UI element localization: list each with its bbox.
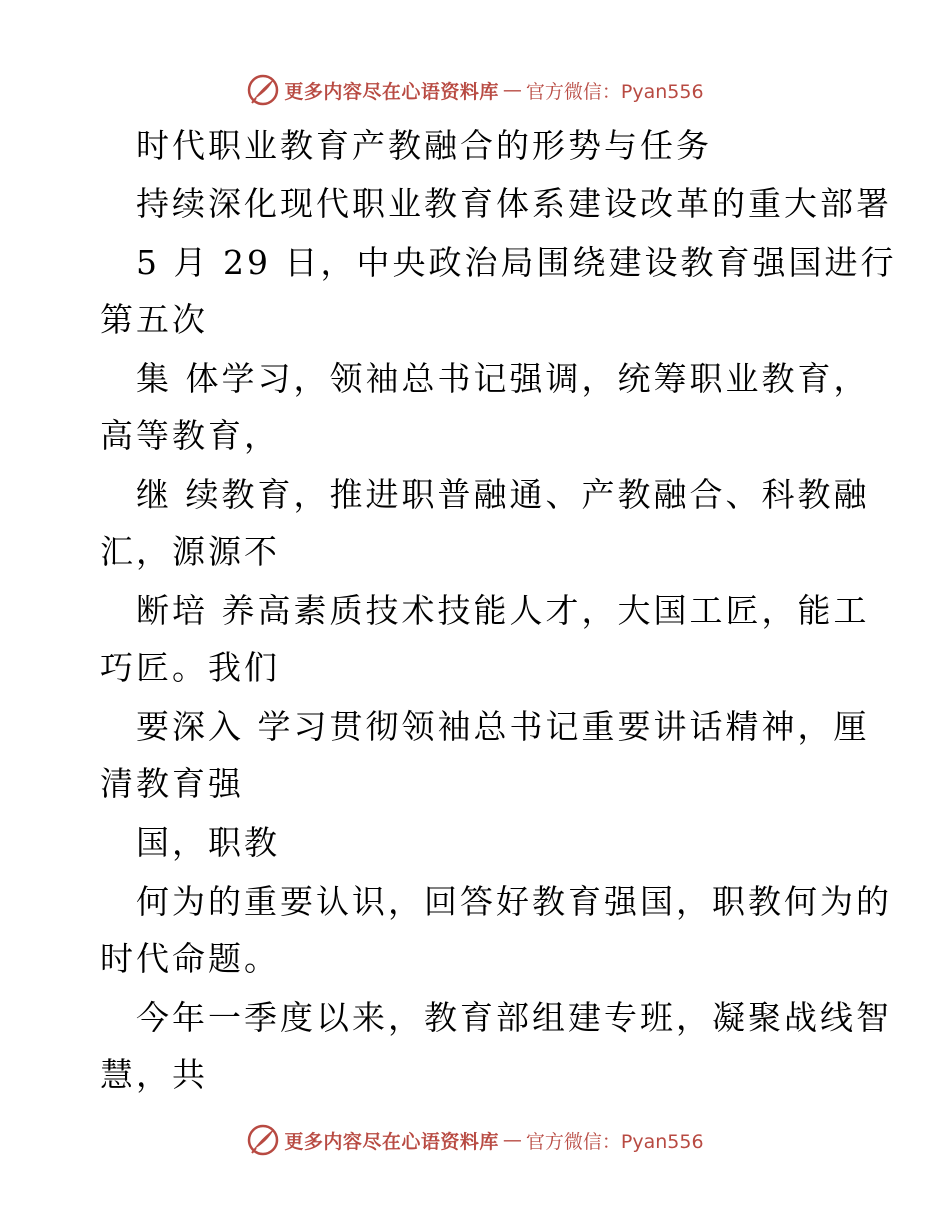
footer-banner (0, 1120, 950, 1160)
doc-line: 汇，源源不 (100, 532, 280, 571)
doc-line: 第五次 (100, 300, 208, 339)
footer-banner-text: 更多内容尽在心语资料库 (284, 1130, 499, 1153)
doc-line: 今年一季度以来，教育部组建专班，凝聚战线智 (136, 998, 892, 1037)
doc-line: 国，职教 (136, 823, 280, 862)
doc-line: 集 体学习，领袖总书记强调，统筹职业教育， (136, 359, 870, 398)
doc-line: 5 月 29 日，中央政治局围绕建设教育强国进行 (136, 243, 897, 282)
doc-line: 要深入 学习贯彻领袖总书记重要讲话精神，厘 (136, 707, 870, 746)
doc-line: 继 续教育，推进职普融通、产教融合、科教融 (136, 475, 870, 514)
footer-banner-separator: — (502, 1129, 522, 1151)
doc-line-title: 时代职业教育产教融合的形势与任务 (136, 126, 712, 165)
header-banner (0, 70, 950, 110)
quill-logo-icon (246, 1123, 280, 1157)
doc-line: 高等教育， (100, 416, 280, 455)
quill-logo-icon (246, 73, 280, 107)
doc-line: 时代命题。 (100, 939, 280, 978)
header-banner-wechat: 官方微信：Pyan556 (525, 80, 704, 103)
footer-banner-wechat: 官方微信：Pyan556 (525, 1130, 704, 1153)
doc-line: 巧匠。我们 (100, 648, 280, 687)
doc-line: 断培 养高素质技术技能人才，大国工匠，能工 (136, 591, 870, 630)
doc-line: 慧，共 (100, 1055, 208, 1094)
header-banner-separator: — (502, 79, 522, 101)
doc-line-subtitle: 持续深化现代职业教育体系建设改革的重大部署 (136, 184, 892, 223)
doc-line: 清教育强 (100, 764, 244, 803)
doc-line: 何为的重要认识，回答好教育强国，职教何为的 (136, 882, 892, 921)
header-banner-text: 更多内容尽在心语资料库 (284, 80, 499, 103)
